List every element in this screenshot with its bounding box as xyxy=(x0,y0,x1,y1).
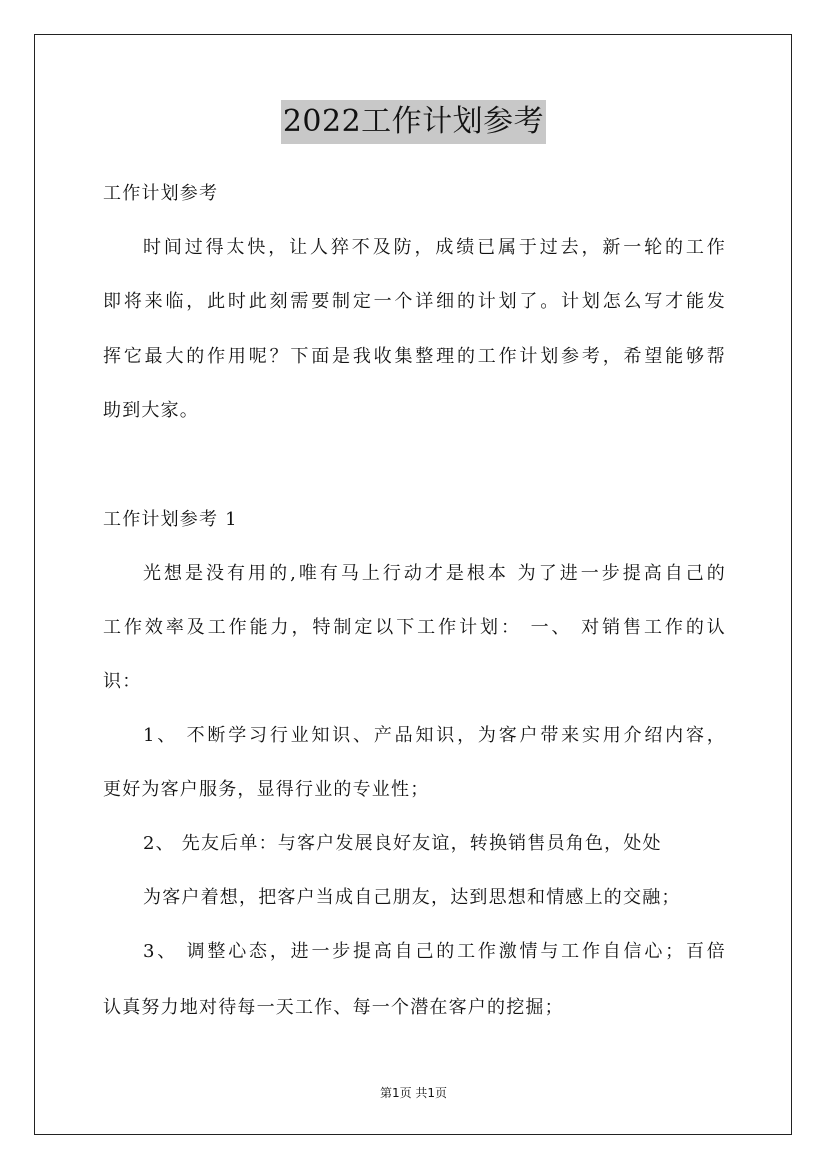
list-item-line: 3、 调整心态，进一步提高自己的工作激情与工作自信心；百倍 xyxy=(143,941,726,962)
paragraph-line: 识： xyxy=(103,671,142,692)
paragraph-line: 工作效率及工作能力，特制定以下工作计划： 一、 对销售工作的认 xyxy=(103,617,726,638)
paragraph-line: 挥它最大的作用呢？下面是我收集整理的工作计划参考，希望能够帮 xyxy=(103,346,726,367)
paragraph-line: 助到大家。 xyxy=(103,400,199,421)
paragraph-line: 时间过得太快，让人猝不及防，成绩已属于过去，新一轮的工作 xyxy=(143,237,726,258)
section-heading: 工作计划参考 xyxy=(103,183,219,204)
section-heading: 工作计划参考 1 xyxy=(103,509,238,530)
title-container xyxy=(0,100,827,144)
page-footer: 第1页 共1页 xyxy=(379,1086,448,1100)
list-item-line: 1、 不断学习行业知识、产品知识，为客户带来实用介绍内容， xyxy=(143,725,726,746)
paragraph-line: 光想是没有用的,唯有马上行动才是根本 为了进一步提高自己的 xyxy=(143,563,726,584)
document-title: 2022工作计划参考 xyxy=(281,100,546,144)
list-item-line: 更好为客户服务，显得行业的专业性； xyxy=(103,779,430,800)
list-item-line: 为客户着想，把客户当成自己朋友，达到思想和情感上的交融； xyxy=(143,887,681,908)
list-item-line: 2、 先友后单：与客户发展良好友谊，转换销售员角色，处处 xyxy=(143,833,662,854)
list-item-line: 认真努力地对待每一天工作、每一个潜在客户的挖掘； xyxy=(103,997,564,1018)
paragraph-line: 即将来临，此时此刻需要制定一个详细的计划了。计划怎么写才能发 xyxy=(103,291,726,312)
